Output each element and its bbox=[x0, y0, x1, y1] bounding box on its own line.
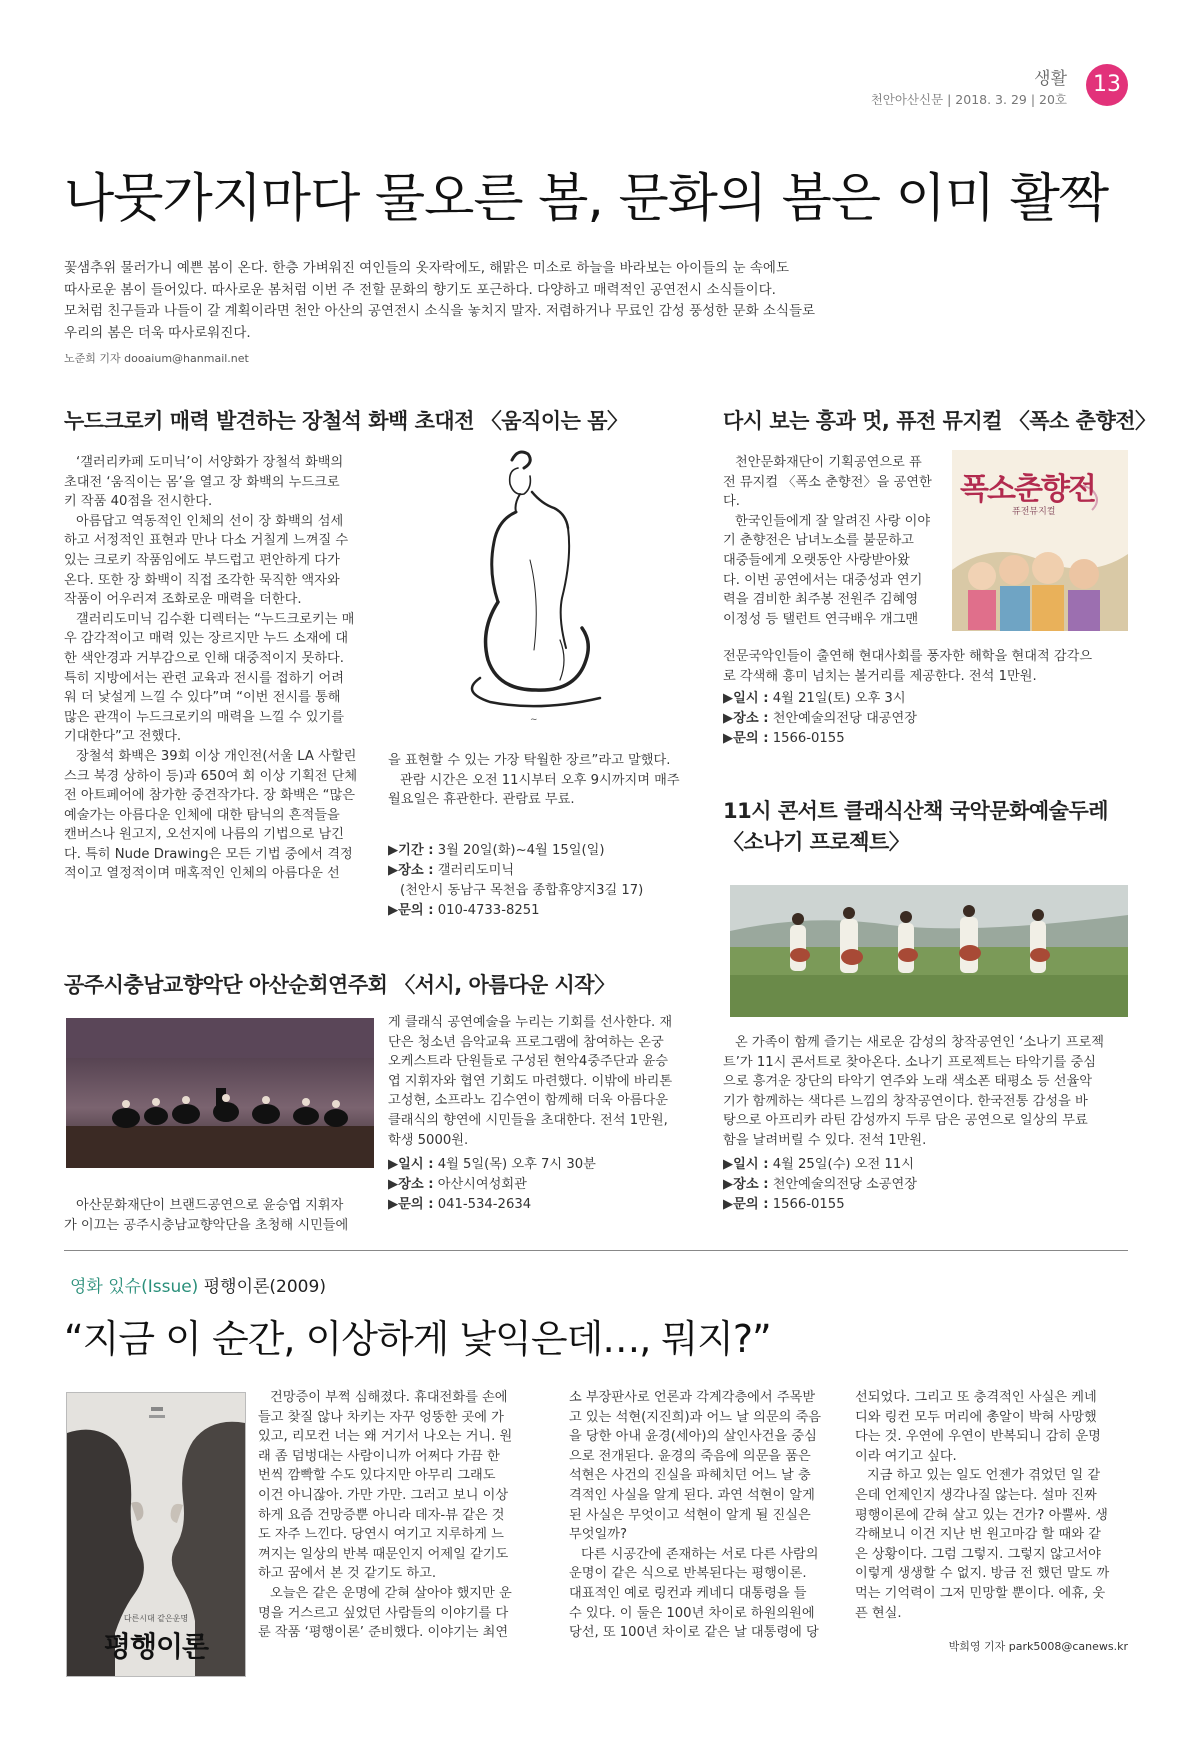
svg-text:~: ~ bbox=[530, 715, 538, 725]
article4-col1: 아산문화재단이 브랜드공연으로 윤승엽 지휘자 가 이끄는 공주시충남교향악단을 초청해 시민들에 bbox=[64, 1198, 349, 1233]
movie-kicker-title: 평행이론(2009) bbox=[203, 1277, 326, 1297]
page-headline: 나뭇가지마다 물오른 봄, 문화의 봄은 이미 활짝 bbox=[64, 169, 1109, 229]
article3-body: 온 가족이 함께 즐기는 새로운 감성의 창작공연인 ‘소나기 프로젝 트’가 11시 콘서트로 찾아온다. 소나기 프로젝트는 타악기를 중심 으로 흥겨운 장단의 타악기 연주와 노래 색소폰 태평소 등 선율악 기가 함께하는 색다른 느낌의 창작공연이다. 한국전통 감성을 바 탕으로 아프리카 라틴 감성까지 두루 담은 공연으로 일상의 무료 함을 날려버릴 수 있다. 전석 1만원. bbox=[723, 1035, 1104, 1148]
intro-line: 꽃샘추위 물러가니 예쁜 봄이 온다. 한층 가벼워진 여인들의 옷자락에도, 해맑은 미소로 하늘을 바라보는 아이들의 눈 속에도 bbox=[64, 260, 789, 276]
article4-col2: 게 클래식 공연예술을 누리는 기회를 선사한다. 재 단은 청소년 음악교육 프로그램에 참여하는 온궁 오케스트라 단원들로 구성된 현악4중주단과 윤승 엽 지휘자와 협연 기회도 마련했다. 이밖에 바리톤 고성현, 소프라노 김수연이 함께해 더욱 아름다운 클래식의 향연에 시민들을 초대한다. 전석 1만원, 학생 5000원. bbox=[388, 1015, 673, 1148]
movie-col3: 선되었다. 그리고 또 충격적인 사실은 케네 디와 링컨 모두 머리에 총알이 박혀 사망했 다는 것. 우연에 우연이 반복되니 감히 운명 이라 여기고 싶다. 지금 하고 있는 일도 언젠가 겪었던 일 같 은데 언제인지 생각나질 않는다. 설마 진짜 평행이론에 갇혀 살고 있는 건가? 아뿔싸. 생 각해보니 이건 지난 번 원고마감 할 때와 같 은 상황이다. 그럼 그렇지. 그렇지 않고서야 이렇게 생생할 수 없지. 방금 전 했던 말도 까 먹는 기억력이 그저 민망할 뿐이다. 에휴, 웃 픈 현실. bbox=[855, 1390, 1110, 1621]
article1-col2: 을 표현할 수 있는 가장 탁월한 장르”라고 말했다. 관람 시간은 오전 11시부터 오후 9시까지며 매주 월요일은 휴관한다. 관람료 무료. bbox=[388, 753, 680, 808]
issue-meta: 천안아산신문 | 2018. 3. 29 | 20호 bbox=[870, 92, 1067, 107]
orchestra-photo bbox=[66, 1018, 374, 1168]
article2-info: ▶일시 : 4월 21일(토) 오후 3시 ▶장소 : 천안예술의전당 대공연장 ▶문의 : 1566-0155 bbox=[723, 691, 918, 746]
movie-col2: 소 부장판사로 언론과 각계각층에서 주목받 고 있는 석현(지진희)과 어느 날 의문의 죽음 을 당한 아내 윤경(세아)의 살인사건을 중심 으로 전개된다. 윤경의 죽음에 의문을 품은 석현은 사건의 진실을 파헤치던 어느 날 충 격적인 사실을 알게 된다. 과연 석현이 알게 된 사실은 무엇이고 석현이 알게 될 진실은 무엇일까? 다른 시공간에 존재하는 서로 다른 사람의 운명이 같은 식으로 반복된다는 평행이론. 대표적인 예로 링컨과 케네디 대통령을 들 수 있다. 이 둘은 100년 차이로 하원의원에 당선, 또 100년 차이로 같은 날 대통령에 당 bbox=[569, 1390, 822, 1641]
movie-poster-caption: 다른시대 같은운명 bbox=[123, 1614, 189, 1623]
nude-sketch-image bbox=[420, 440, 620, 740]
article3-title-line2: 〈소나기 프로젝트〉 bbox=[723, 830, 910, 854]
article3-title-line1: 11시 콘서트 클래식산책 국악문화예술두레 bbox=[723, 799, 1109, 823]
article1-col1: ‘갤러리카페 도미닉’이 서양화가 장철석 화백의 초대전 ‘움직이는 몸’을 열고 장 화백의 누드크로 키 작품 40점을 전시한다. 아름답고 역동적인 인체의 선이 장 화백의 섬세 하고 서정적인 표현과 만나 다소 거칠게 느껴질 수 있는 크로키 작품임에도 부드럽고 편안하게 다가 온다. 또한 장 화백이 직접 조각한 묵직한 액자와 작품이 어우러져 조화로운 매력을 더한다. 갤러리도미닉 김수환 디렉터는 “누드크로키는 매 우 감각적이고 매력 있는 장르지만 누드 소재에 대 한 색안경과 거부감으로 인해 대중적이지 못하다. 특히 지방에서는 관련 교육과 전시를 접하기 어려 워 더 낯설게 느낄 수 있다”며 “이번 전시를 통해 많은 관객이 누드크로키의 매력을 느낄 수 있기를 기대한다”고 전했다. 장철석 화백은 39회 이상 개인전(서울 LA 사할린 스크 북경 상하이 등)과 650여 회 이상 기획전 단체 전 아트페어에 참가한 중견작가다. 장 화백은 “많은 예술가는 아름다운 인체에 대한 탐닉의 흔적들을 캔버스나 원고지, 오선지에 나름의 기법으로 남긴 다. 특히 Nude Drawing은 모든 기법 중에서 격정 적이고 열정적이며 매혹적인 인체의 아름다운 선 bbox=[64, 455, 358, 882]
movie-kicker-label: 영화 있슈(Issue) bbox=[70, 1277, 199, 1297]
movie-kicker bbox=[70, 1272, 326, 1297]
page-number-badge bbox=[1086, 64, 1128, 106]
article2-title: 다시 보는 흥과 멋, 퓨전 뮤지컬 〈폭소 춘향전〉 bbox=[723, 409, 1156, 433]
intro-line: 우리의 봄은 더욱 따사로워진다. bbox=[64, 324, 251, 341]
article1-title: 누드크로키 매력 발견하는 장철석 화백 초대전 〈움직이는 몸〉 bbox=[64, 409, 628, 433]
article1-info: ▶기간 : 3월 20일(화)~4월 15일(일) ▶장소 : 갤러리도미닉 (천안시 동남구 목천읍 종합휴양지3길 17) ▶문의 : 010-4733-8251 bbox=[388, 843, 644, 918]
intro-line: 따사로운 봄이 들어있다. 따사로운 봄처럼 이번 주 전할 문화의 향기도 포근하다. 다양하고 매력적인 공연전시 소식들이다. bbox=[64, 281, 776, 298]
section-divider bbox=[64, 1250, 1128, 1251]
poster-title: 폭소춘향전 bbox=[960, 472, 1095, 507]
article4-info: ▶일시 : 4월 5일(목) 오후 7시 30분 ▶장소 : 아산시여성회관 ▶문의 : 041-534-2634 bbox=[388, 1157, 596, 1212]
movie-byline: 박희영 기자 park5008@canews.kr bbox=[948, 1640, 1128, 1653]
sonagi-performance-photo bbox=[730, 885, 1128, 1017]
chunhyang-poster bbox=[952, 450, 1128, 631]
movie-col1: 건망증이 부쩍 심해졌다. 휴대전화를 손에 들고 찾질 않나 차키는 자꾸 엉뚱한 곳에 가 있고, 리모컨 너는 왜 거기서 나오는 거니. 원 래 좀 덤벙대는 사람이니까 어쩌다 가끔 한 번씩 깜빡할 수도 있다지만 아무리 그래도 이건 아니잖아. 가만 가만. 그러고 보니 이상 하게 요즘 건망증뿐 아니라 데자-뷰 같은 것 도 자주 느낀다. 당연시 여기고 지루하게 느 껴지는 일상의 반복 때문인지 어제일 같기도 하고 꿈에서 본 것 같기도 하고. 오늘은 같은 운명에 갇혀 살아야 했지만 운 명을 거스르고 싶었던 사람들의 이야기를 다 룬 작품 ‘평행이론’ 준비했다. 이야기는 최연 bbox=[258, 1390, 513, 1641]
poster-subtitle: 퓨전뮤지컬 bbox=[1012, 507, 1056, 517]
movie-poster-title: 평행이론 bbox=[103, 1630, 209, 1663]
intro-line: 모처럼 친구들과 나들이 갈 계획이라면 천안 아산의 공연전시 소식을 놓치지 말자. 저렴하거나 무료인 감성 풍성한 문화 소식들로 bbox=[64, 303, 816, 319]
intro-paragraph bbox=[64, 258, 904, 344]
article3-info: ▶일시 : 4월 25일(수) 오전 11시 ▶장소 : 천안예술의전당 소공연장 ▶문의 : 1566-0155 bbox=[723, 1157, 918, 1212]
page-number: 13 bbox=[1093, 72, 1121, 97]
article2-narrow-text: 천안문화재단이 기획공연으로 퓨 전 뮤지컬 〈폭소 춘향전〉을 공연한 다. 한국인들에게 잘 알려진 사랑 이야 기 춘향전은 남녀노소를 불문하고 대중들에게 오랫동안 사랑받아왔 다. 이번 공연에서는 대중성과 연기 력을 겸비한 최주봉 전원주 김혜영 이정성 등 탤런트 연극배우 개그맨 bbox=[723, 455, 932, 627]
article4-title: 공주시충남교향악단 아산순회연주회 〈서시, 아름다운 시작〉 bbox=[64, 973, 615, 997]
article2-wide-text: 전문국악인들이 출연해 현대사회를 풍자한 해학을 현대적 감각으 로 각색해 흥미 넘치는 볼거리를 제공한다. 전석 1만원. bbox=[723, 649, 1093, 684]
movie-headline: “지금 이 순간, 이상하게 낯익은데…, 뭐지?” bbox=[64, 1317, 771, 1361]
section-label: 생활 bbox=[1034, 69, 1067, 89]
movie-poster bbox=[66, 1392, 246, 1677]
byline: 노준희 기자 dooaium@hanmail.net bbox=[64, 352, 249, 365]
